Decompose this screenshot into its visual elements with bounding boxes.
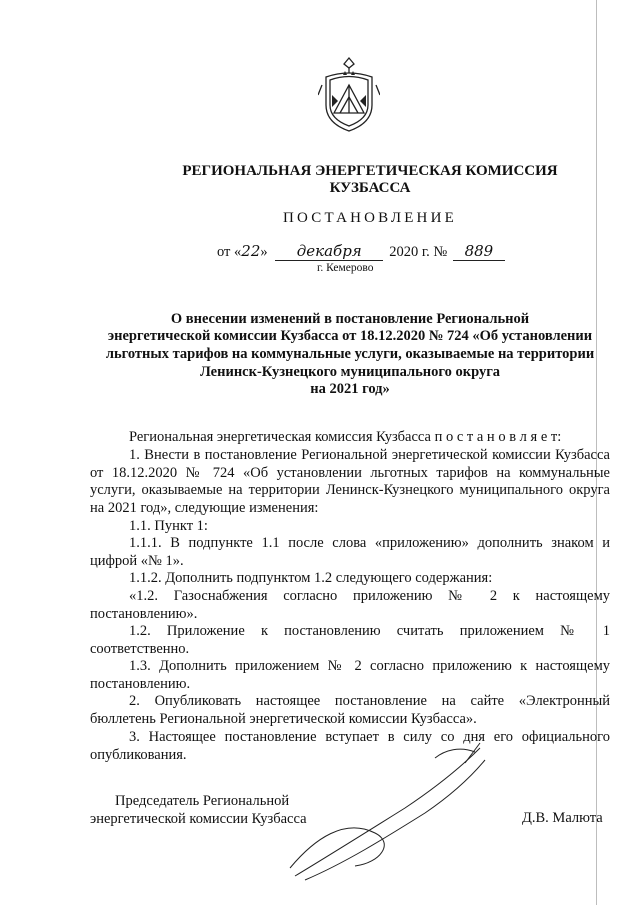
- document-number: 889: [453, 242, 505, 261]
- clause-1: 1. Внести в постановление Региональной энергетической комиссии Кузбасса от 18.12.2020 № 724 «Об установлении льготных тарифов на коммунальные услуги, оказываемые на территории Ленинск-Кузнецкого муниципального округа на 2021 год», следующие изменения:: [90, 447, 610, 516]
- date-quote-close: »: [260, 244, 268, 260]
- title-line4: Ленинск-Кузнецкого муниципального округа: [199, 364, 501, 380]
- city: г. Кемерово: [317, 262, 374, 274]
- date-prefix: от «: [217, 244, 242, 260]
- signatory-role: [90, 792, 307, 828]
- date-day: 22: [241, 242, 261, 260]
- title-line2: энергетической комиссии Кузбасса от 18.12.2020 № 724 «Об установлении: [107, 328, 593, 344]
- clause-3: 3. Настоящее постановление вступает в силу со дня его официального опубликования.: [90, 729, 610, 763]
- kuzbass-emblem-icon: [318, 55, 380, 133]
- intro-paragraph: [90, 429, 610, 447]
- intro-text: Региональная энергетическая комиссия Кузбасса: [129, 429, 431, 445]
- signatory-name: Д.В. Малюта: [522, 810, 603, 826]
- clause-2: 2. Опубликовать настоящее постановление на сайте «Электронный бюллетень Региональной энергетической комиссии Кузбасса».: [90, 693, 610, 727]
- clause-quote-1-2: «1.2. Газоснабжения согласно приложению № 2 к настоящему постановлению».: [90, 588, 610, 622]
- handwritten-signature: [285, 738, 490, 888]
- title-line1: О внесении изменений в постановление Региональной: [170, 311, 530, 327]
- date-year: 2020 г. №: [389, 244, 448, 260]
- title-line3: льготных тарифов на коммунальные услуги, оказываемые на территории: [105, 346, 595, 362]
- org-name-line1: РЕГИОНАЛЬНАЯ ЭНЕРГЕТИЧЕСКАЯ КОМИССИЯ: [182, 163, 558, 179]
- date-month: декабря: [275, 242, 383, 261]
- clause-1-1-2: 1.1.2. Дополнить подпунктом 1.2 следующего содержания:: [129, 570, 493, 586]
- clause-1-2: 1.2. Приложение к постановлению считать приложением № 1 соответственно.: [90, 623, 610, 657]
- date-line: [217, 242, 505, 261]
- document-type: ПОСТАНОВЛЕНИЕ: [283, 210, 457, 226]
- title-line5: на 2021 год»: [310, 381, 390, 397]
- signatory-role-line2: энергетической комиссии Кузбасса: [90, 811, 307, 827]
- clause-1-1-1: 1.1.1. В подпункте 1.1 после слова «приложению» дополнить знаком и цифрой «№ 1».: [90, 535, 610, 569]
- clause-1-1: 1.1. Пункт 1:: [129, 518, 208, 534]
- intro-decree-word: п о с т а н о в л я е т:: [434, 429, 562, 445]
- org-name-line2: КУЗБАССА: [329, 180, 411, 196]
- signatory-role-line1: Председатель Региональной: [115, 793, 290, 809]
- clause-1-3: 1.3. Дополнить приложением № 2 согласно приложению к настоящему постановлению.: [90, 658, 610, 692]
